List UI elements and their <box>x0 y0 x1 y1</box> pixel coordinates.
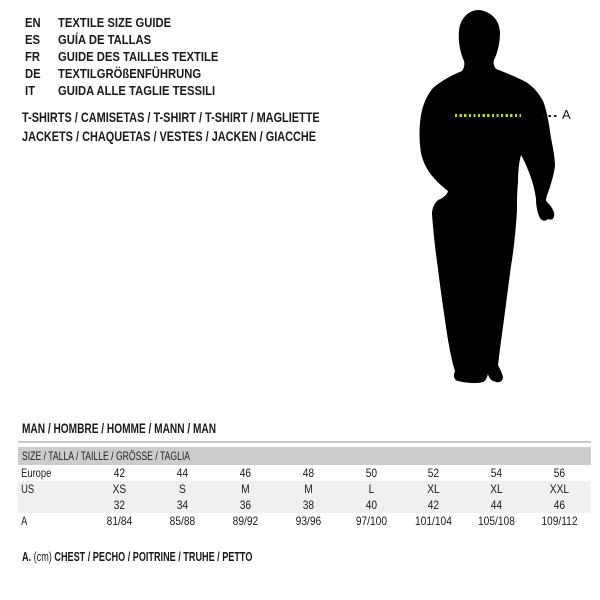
size-table-header <box>18 447 591 465</box>
size-value-cell: 109/112 <box>541 514 578 528</box>
language-code: FR <box>25 50 41 64</box>
language-label: GUIDE DES TAILLES TEXTILE <box>58 50 219 64</box>
size-value-cell: 85/88 <box>169 514 196 528</box>
footnote-unit: (cm) <box>33 549 52 564</box>
size-value-cell: 89/92 <box>232 514 258 528</box>
language-label: TEXTILE SIZE GUIDE <box>58 16 172 30</box>
size-value-cell: S <box>178 482 186 496</box>
table-row-numeric <box>18 497 591 513</box>
size-value-cell: 44 <box>176 466 188 480</box>
chest-measure-dashed-line <box>455 114 521 117</box>
man-figure <box>412 8 562 388</box>
measure-leader-dashed-line <box>543 115 559 117</box>
size-value-cell: 34 <box>176 498 188 512</box>
size-value-cell: 36 <box>239 498 251 512</box>
language-label: TEXTILGRÖßENFÜHRUNG <box>58 67 202 81</box>
language-label: GUIDA ALLE TAGLIE TESSILI <box>58 84 216 98</box>
measurement-letter-a: A <box>562 107 571 122</box>
size-value-cell: 93/96 <box>295 514 321 528</box>
language-code: IT <box>25 84 35 98</box>
size-value-cell: 56 <box>553 466 566 480</box>
language-code: DE <box>25 67 41 81</box>
size-value-cell: 46 <box>553 498 566 512</box>
size-value-cell: XXL <box>549 482 570 496</box>
size-value-cell: 42 <box>113 466 126 480</box>
size-value-cell: 101/104 <box>415 514 453 528</box>
row-label: Europe <box>21 466 52 480</box>
size-value-cell: XS <box>112 482 127 496</box>
row-label: US <box>21 482 35 496</box>
size-value-cell: 32 <box>113 498 126 512</box>
size-value-cell: 52 <box>428 466 440 480</box>
size-table-header-text: SIZE / TALLA / TAILLE / GRÖSSE / TAGLIA <box>22 449 191 463</box>
size-value-cell: 40 <box>365 498 377 512</box>
language-row-es <box>25 32 236 49</box>
footnote-prefix: A. <box>22 549 32 564</box>
table-row-us <box>18 481 591 497</box>
size-table <box>18 441 591 529</box>
language-label: GUÍA DE TALLAS <box>58 33 152 47</box>
language-code: ES <box>25 33 41 47</box>
man-silhouette <box>412 8 562 388</box>
row-label <box>18 497 73 513</box>
size-value-cell: 81/84 <box>106 514 133 528</box>
size-value-cell: 50 <box>365 466 377 480</box>
size-value-cell: 42 <box>428 498 440 512</box>
size-value-cell: 48 <box>302 466 314 480</box>
table-row-europe <box>18 465 591 481</box>
size-value-cell: 46 <box>239 466 251 480</box>
table-top-rule <box>18 441 591 443</box>
size-value-cell: 38 <box>302 498 314 512</box>
size-table-body <box>18 465 591 529</box>
size-value-cell: 44 <box>491 498 503 512</box>
size-value-cell: 97/100 <box>355 514 387 528</box>
size-value-cell: 54 <box>491 466 503 480</box>
language-row-fr <box>25 49 236 66</box>
language-row-it <box>25 83 236 100</box>
size-value-cell: M <box>240 482 250 496</box>
footnote-label: CHEST / PECHO / POITRINE / TRUHE / PETTO <box>54 549 253 564</box>
category-line-jackets: JACKETS / CHAQUETAS / VESTES / JACKEN / GIACCHE <box>22 128 317 144</box>
size-value-cell: M <box>303 482 313 496</box>
row-label: A <box>21 514 28 528</box>
measurement-footnote <box>22 549 252 564</box>
language-code: EN <box>25 16 41 30</box>
category-line-tshirts: T-SHIRTS / CAMISETAS / T-SHIRT / T-SHIRT / MAGLIETTE <box>22 109 320 125</box>
section-title-man: MAN / HOMBRE / HOMME / MANN / MAN <box>22 421 217 436</box>
size-value-cell: XL <box>490 482 503 496</box>
language-row-de <box>25 66 236 83</box>
size-value-cell: 105/108 <box>478 514 516 528</box>
size-value-cell: XL <box>427 482 441 496</box>
category-lines <box>22 108 404 146</box>
size-value-cell: L <box>368 482 374 496</box>
language-row-en <box>25 15 236 32</box>
language-list <box>25 15 236 100</box>
table-row-a <box>18 513 591 529</box>
